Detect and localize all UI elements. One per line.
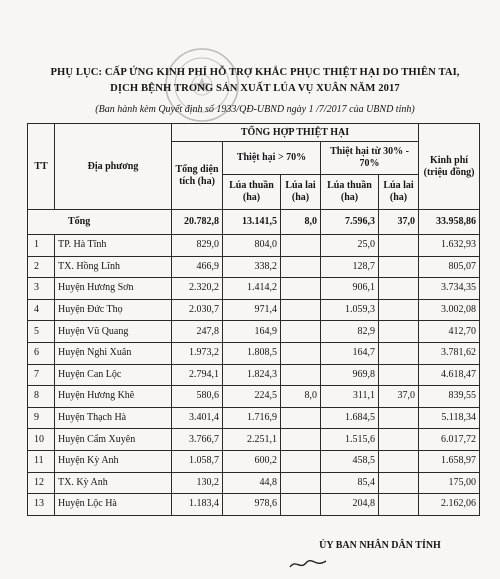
cell-tt: 1 bbox=[28, 235, 55, 257]
cell-funding: 2.162,06 bbox=[419, 494, 480, 516]
cell-funding: 3.734,35 bbox=[419, 278, 480, 300]
cell-location: TX. Kỳ Anh bbox=[55, 472, 172, 494]
cell-tt: 12 bbox=[28, 472, 55, 494]
cell-location: Huyện Cẩm Xuyên bbox=[55, 429, 172, 451]
cell-over70-pure: 44,8 bbox=[223, 472, 281, 494]
cell-area: 247,8 bbox=[172, 321, 223, 343]
cell-area: 130,2 bbox=[172, 472, 223, 494]
total-over70-pure: 13.141,5 bbox=[223, 210, 281, 235]
cell-over70-hybrid bbox=[281, 342, 321, 364]
cell-funding: 839,55 bbox=[419, 386, 480, 408]
total-funding: 33.958,86 bbox=[419, 210, 480, 235]
cell-30-70-pure: 458,5 bbox=[321, 450, 379, 472]
header-funding: Kinh phí (triệu đồng) bbox=[419, 124, 480, 210]
cell-over70-hybrid bbox=[281, 299, 321, 321]
table-row bbox=[28, 342, 480, 364]
doc-title-line-2: DỊCH BỆNH TRONG SẢN XUẤT LÚA VỤ XUÂN NĂM 2017 bbox=[110, 83, 400, 94]
cell-over70-hybrid: 8,0 bbox=[281, 386, 321, 408]
cell-location: Huyện Vũ Quang bbox=[55, 321, 172, 343]
total-row bbox=[28, 210, 480, 235]
cell-30-70-pure: 85,4 bbox=[321, 472, 379, 494]
cell-over70-pure: 1.414,2 bbox=[223, 278, 281, 300]
header-pure-rice: Lúa thuần (ha) bbox=[223, 175, 281, 210]
doc-subtitle: (Ban hành kèm Quyết định số 1933/QĐ-UBND ngày 1 /7/2017 của UBND tỉnh) bbox=[95, 104, 415, 115]
cell-location: TX. Hồng Lĩnh bbox=[55, 256, 172, 278]
cell-funding: 5.118,34 bbox=[419, 407, 480, 429]
table-row bbox=[28, 407, 480, 429]
cell-30-70-hybrid bbox=[379, 321, 419, 343]
cell-30-70-pure: 906,1 bbox=[321, 278, 379, 300]
cell-30-70-pure: 204,8 bbox=[321, 494, 379, 516]
table-row bbox=[28, 321, 480, 343]
cell-over70-hybrid bbox=[281, 278, 321, 300]
cell-over70-hybrid bbox=[281, 256, 321, 278]
table-body bbox=[28, 210, 480, 516]
cell-area: 1.973,2 bbox=[172, 342, 223, 364]
cell-over70-hybrid bbox=[281, 472, 321, 494]
cell-tt: 10 bbox=[28, 429, 55, 451]
cell-over70-hybrid bbox=[281, 364, 321, 386]
cell-over70-hybrid bbox=[281, 494, 321, 516]
cell-30-70-pure: 1.515,6 bbox=[321, 429, 379, 451]
cell-30-70-hybrid: 37,0 bbox=[379, 386, 419, 408]
header-hybrid-rice-2: Lúa lai (ha) bbox=[379, 175, 419, 210]
cell-tt: 11 bbox=[28, 450, 55, 472]
cell-30-70-pure: 1.684,5 bbox=[321, 407, 379, 429]
cell-area: 3.766,7 bbox=[172, 429, 223, 451]
cell-over70-pure: 600,2 bbox=[223, 450, 281, 472]
damage-support-table bbox=[27, 123, 480, 516]
cell-location: Huyện Hương Sơn bbox=[55, 278, 172, 300]
header-total-area: Tổng diện tích (ha) bbox=[172, 142, 223, 210]
cell-30-70-pure: 311,1 bbox=[321, 386, 379, 408]
cell-over70-hybrid bbox=[281, 407, 321, 429]
header-location: Địa phương bbox=[55, 124, 172, 210]
table-row bbox=[28, 494, 480, 516]
header-tt: TT bbox=[28, 124, 55, 210]
cell-location: Huyện Nghi Xuân bbox=[55, 342, 172, 364]
header-over-70: Thiệt hại > 70% bbox=[223, 142, 321, 175]
table-row bbox=[28, 278, 480, 300]
cell-location: Huyện Đức Thọ bbox=[55, 299, 172, 321]
cell-30-70-hybrid bbox=[379, 256, 419, 278]
cell-over70-hybrid bbox=[281, 429, 321, 451]
cell-30-70-pure: 164,7 bbox=[321, 342, 379, 364]
total-30-70-pure: 7.596,3 bbox=[321, 210, 379, 235]
header-pure-rice-2: Lúa thuần (ha) bbox=[321, 175, 379, 210]
cell-30-70-hybrid bbox=[379, 472, 419, 494]
table-row bbox=[28, 472, 480, 494]
cell-funding: 4.618,47 bbox=[419, 364, 480, 386]
cell-funding: 3.781,62 bbox=[419, 342, 480, 364]
cell-funding: 1.632,93 bbox=[419, 235, 480, 257]
cell-area: 3.401,4 bbox=[172, 407, 223, 429]
cell-location: Huyện Thạch Hà bbox=[55, 407, 172, 429]
cell-area: 1.058,7 bbox=[172, 450, 223, 472]
cell-area: 2.320,2 bbox=[172, 278, 223, 300]
cell-funding: 412,70 bbox=[419, 321, 480, 343]
cell-over70-pure: 2.251,1 bbox=[223, 429, 281, 451]
cell-30-70-hybrid bbox=[379, 235, 419, 257]
header-hybrid-rice: Lúa lai (ha) bbox=[281, 175, 321, 210]
cell-30-70-pure: 128,7 bbox=[321, 256, 379, 278]
cell-tt: 2 bbox=[28, 256, 55, 278]
cell-funding: 1.658,97 bbox=[419, 450, 480, 472]
cell-funding: 3.002,08 bbox=[419, 299, 480, 321]
table-row bbox=[28, 256, 480, 278]
cell-30-70-hybrid bbox=[379, 407, 419, 429]
cell-tt: 9 bbox=[28, 407, 55, 429]
cell-30-70-hybrid bbox=[379, 342, 419, 364]
cell-30-70-hybrid bbox=[379, 494, 419, 516]
cell-30-70-pure: 1.059,3 bbox=[321, 299, 379, 321]
cell-tt: 6 bbox=[28, 342, 55, 364]
cell-over70-pure: 978,6 bbox=[223, 494, 281, 516]
cell-over70-pure: 164,9 bbox=[223, 321, 281, 343]
cell-over70-pure: 338,2 bbox=[223, 256, 281, 278]
cell-funding: 805,07 bbox=[419, 256, 480, 278]
cell-area: 829,0 bbox=[172, 235, 223, 257]
cell-over70-hybrid bbox=[281, 321, 321, 343]
cell-over70-hybrid bbox=[281, 450, 321, 472]
table-row bbox=[28, 235, 480, 257]
doc-title-line-1: PHỤ LỤC: CẤP ỨNG KINH PHÍ HỖ TRỢ KHẮC PHỤC THIỆT HẠI DO THIÊN TAI, bbox=[50, 67, 460, 78]
cell-location: Huyện Lộc Hà bbox=[55, 494, 172, 516]
header-30-70: Thiệt hại từ 30% - 70% bbox=[321, 142, 419, 175]
cell-30-70-hybrid bbox=[379, 429, 419, 451]
cell-30-70-hybrid bbox=[379, 364, 419, 386]
cell-area: 466,9 bbox=[172, 256, 223, 278]
total-area: 20.782,8 bbox=[172, 210, 223, 235]
cell-location: Huyện Can Lộc bbox=[55, 364, 172, 386]
cell-funding: 6.017,72 bbox=[419, 429, 480, 451]
header-summary: TỔNG HỢP THIỆT HẠI bbox=[172, 124, 419, 142]
total-label: Tổng bbox=[28, 210, 172, 235]
cell-area: 580,6 bbox=[172, 386, 223, 408]
cell-area: 2.030,7 bbox=[172, 299, 223, 321]
cell-30-70-pure: 969,8 bbox=[321, 364, 379, 386]
total-over70-hybrid: 8,0 bbox=[281, 210, 321, 235]
cell-area: 1.183,4 bbox=[172, 494, 223, 516]
cell-tt: 7 bbox=[28, 364, 55, 386]
cell-area: 2.794,1 bbox=[172, 364, 223, 386]
cell-over70-pure: 971,4 bbox=[223, 299, 281, 321]
table-row bbox=[28, 386, 480, 408]
cell-30-70-hybrid bbox=[379, 450, 419, 472]
cell-funding: 175,00 bbox=[419, 472, 480, 494]
cell-30-70-hybrid bbox=[379, 278, 419, 300]
cell-tt: 5 bbox=[28, 321, 55, 343]
table-row bbox=[28, 364, 480, 386]
cell-location: Huyện Hương Khê bbox=[55, 386, 172, 408]
cell-30-70-hybrid bbox=[379, 299, 419, 321]
table-row bbox=[28, 450, 480, 472]
cell-over70-pure: 1.716,9 bbox=[223, 407, 281, 429]
cell-location: Huyện Kỳ Anh bbox=[55, 450, 172, 472]
cell-30-70-pure: 25,0 bbox=[321, 235, 379, 257]
cell-over70-pure: 1.824,3 bbox=[223, 364, 281, 386]
cell-over70-hybrid bbox=[281, 235, 321, 257]
cell-over70-pure: 804,0 bbox=[223, 235, 281, 257]
table-row bbox=[28, 429, 480, 451]
cell-tt: 4 bbox=[28, 299, 55, 321]
cell-tt: 13 bbox=[28, 494, 55, 516]
cell-tt: 8 bbox=[28, 386, 55, 408]
cell-location: TP. Hà Tĩnh bbox=[55, 235, 172, 257]
signature-org: ỦY BAN NHÂN DÂN TỈNH bbox=[319, 540, 441, 551]
cell-over70-pure: 224,5 bbox=[223, 386, 281, 408]
cell-30-70-pure: 82,9 bbox=[321, 321, 379, 343]
cell-over70-pure: 1.808,5 bbox=[223, 342, 281, 364]
table-row bbox=[28, 299, 480, 321]
total-30-70-hybrid: 37,0 bbox=[379, 210, 419, 235]
signature-mark-icon bbox=[288, 556, 328, 572]
cell-tt: 3 bbox=[28, 278, 55, 300]
